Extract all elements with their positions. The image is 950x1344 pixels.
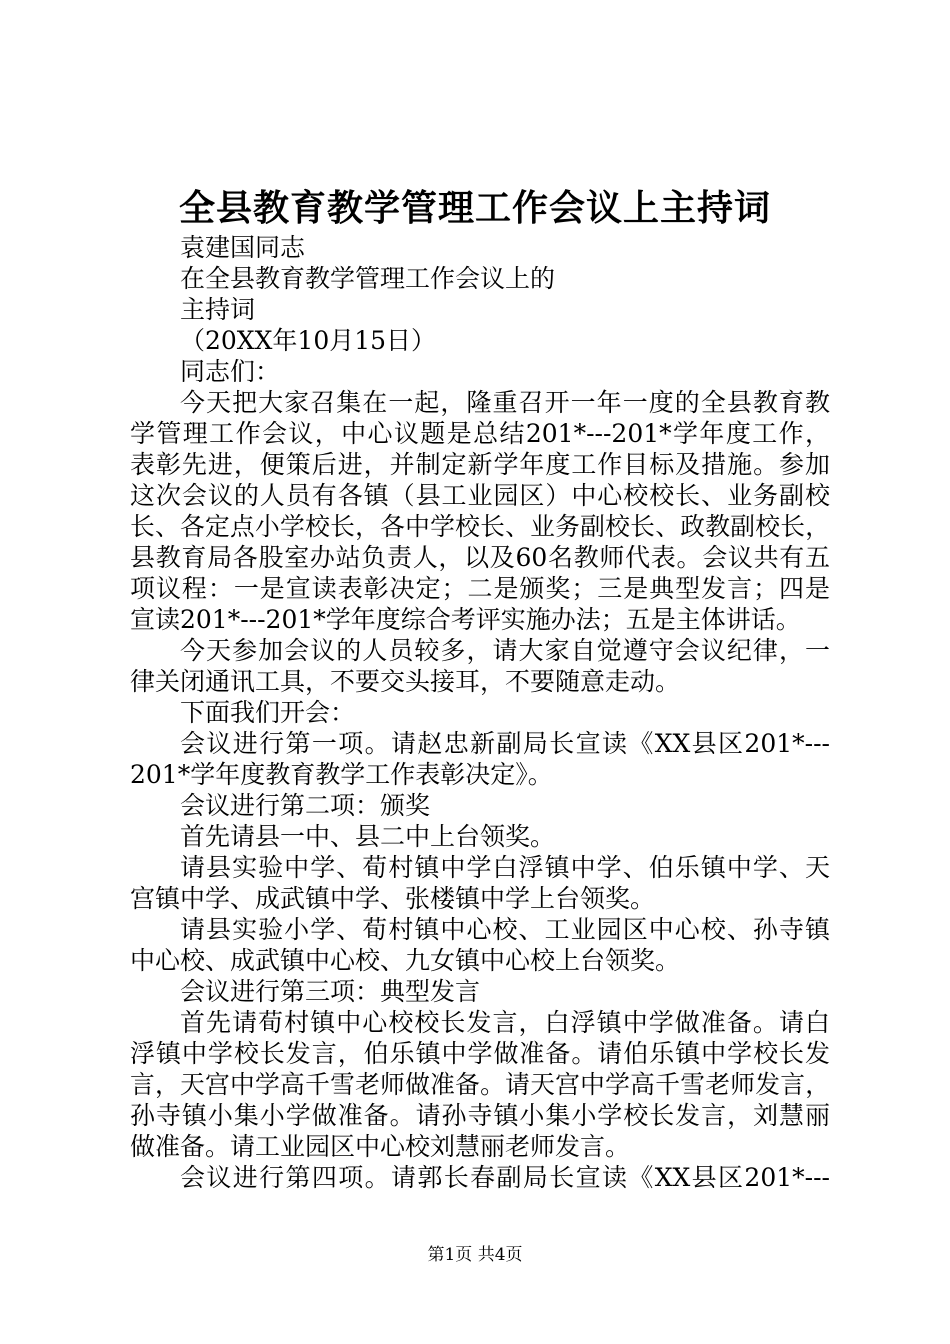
- text-line: 首先请县一中、县二中上台领奖。: [180, 822, 556, 851]
- text-line: 请县实验小学、荀村镇中心校、工业园区中心校、孙寺镇: [180, 915, 830, 944]
- text-line: 今天把大家召集在一起，隆重召开一年一度的全县教育教: [180, 388, 830, 417]
- text-line: 主持词: [180, 295, 256, 324]
- text-line: 中心校、成武镇中心校、九女镇中心校上台领奖。: [130, 946, 681, 975]
- text-line: 在全县教育教学管理工作会议上的: [180, 264, 556, 293]
- text-line: 今天参加会议的人员较多，请大家自觉遵守会议纪律，一: [180, 636, 830, 665]
- text-line: （20XX年10月15日）: [180, 326, 437, 355]
- text-line: 项议程：一是宣读表彰决定；二是颁奖；三是典型发言；四是: [130, 574, 830, 603]
- page-footer: 第1页 共4页: [427, 1245, 523, 1265]
- text-line: 同志们：: [180, 357, 281, 386]
- document-title: 全县教育教学管理工作会议上主持词: [178, 187, 771, 229]
- text-line: 县教育局各股室办站负责人，以及60名教师代表。会议共有五: [130, 543, 830, 572]
- text-line: 会议进行第三项：典型发言: [180, 977, 481, 1006]
- text-line: 孙寺镇小集小学做准备。请孙寺镇小集小学校长发言，刘慧丽: [130, 1101, 830, 1130]
- text-line: 这次会议的人员有各镇（县工业园区）中心校校长、业务副校: [130, 481, 830, 510]
- text-line: 袁建国同志: [180, 233, 306, 262]
- text-line: 学管理工作会议，中心议题是总结201*---201*学年度工作，: [130, 419, 830, 448]
- text-line: 下面我们开会：: [180, 698, 356, 727]
- text-line: 浮镇中学校长发言，伯乐镇中学做准备。请伯乐镇中学校长发: [130, 1039, 830, 1068]
- text-line: 宫镇中学、成武镇中学、张楼镇中学上台领奖。: [130, 884, 656, 913]
- document-body: [130, 232, 830, 1193]
- text-line: 长、各定点小学校长，各中学校长、业务副校长、政教副校长，: [130, 512, 830, 541]
- text-line: 请县实验中学、荀村镇中学白浮镇中学、伯乐镇中学、天: [180, 853, 830, 882]
- text-line: 宣读201*---201*学年度综合考评实施办法；五是主体讲话。: [130, 605, 801, 634]
- text-line: 会议进行第一项。请赵忠新副局长宣读《XX县区201*---: [180, 729, 830, 758]
- text-line: 做准备。请工业园区中心校刘慧丽老师发言。: [130, 1132, 631, 1161]
- text-line: 律关闭通讯工具，不要交头接耳，不要随意走动。: [130, 667, 681, 696]
- text-line: 会议进行第二项：颁奖: [180, 791, 431, 820]
- text-line: 言，天宫中学高千雪老师做准备。请天宫中学高千雪老师发言，: [130, 1070, 830, 1099]
- text-line: 首先请荀村镇中心校校长发言，白浮镇中学做准备。请白: [180, 1008, 830, 1037]
- text-line: 201*学年度教育教学工作表彰决定》。: [130, 760, 553, 789]
- text-line: 表彰先进，便策后进，并制定新学年度工作目标及措施。参加: [130, 450, 830, 479]
- text-line: 会议进行第四项。请郭长春副局长宣读《XX县区201*---: [180, 1163, 830, 1192]
